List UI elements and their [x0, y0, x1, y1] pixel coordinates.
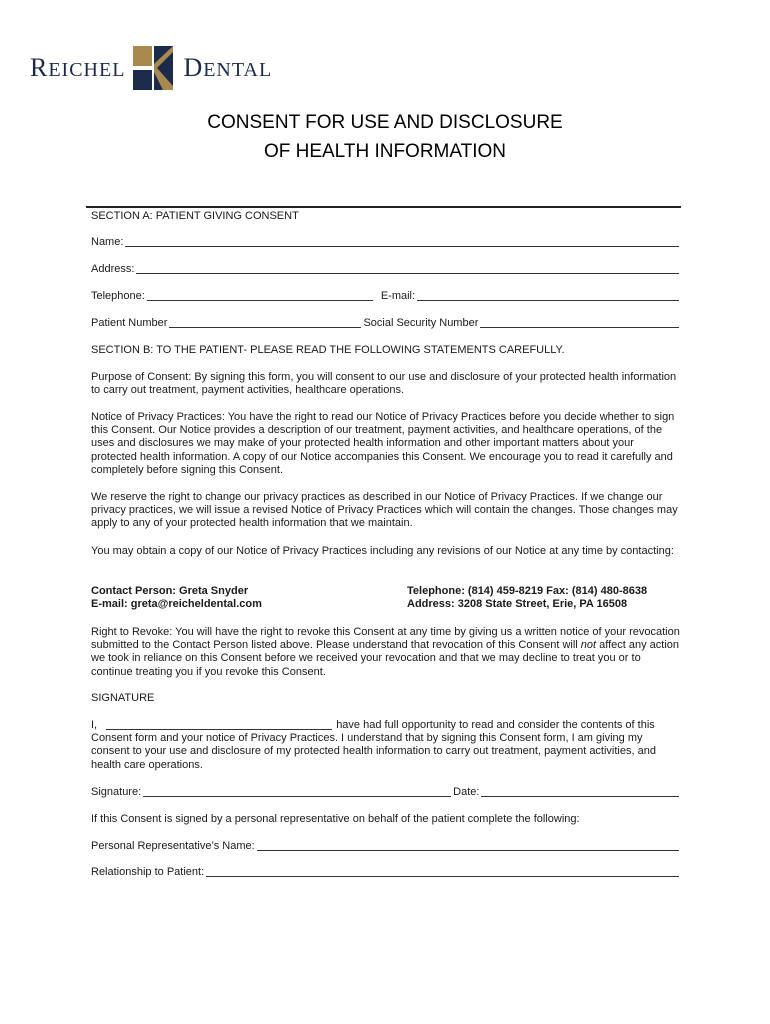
ssn-field[interactable]	[480, 317, 679, 328]
revoke-not: not	[580, 639, 597, 652]
patient-number-label: Patient Number	[91, 317, 168, 329]
signature-date-row	[91, 786, 681, 799]
name-label: Name:	[91, 236, 124, 248]
telephone-label: Telephone:	[91, 290, 145, 302]
signature-label: Signature:	[91, 786, 142, 798]
patient-number-field[interactable]	[169, 317, 361, 328]
signature-field[interactable]	[143, 786, 451, 797]
logo-mark-icon	[133, 46, 173, 90]
logo-word-right: DENTAL	[183, 53, 273, 82]
contact-person: Contact Person: Greta Snyder	[91, 585, 249, 597]
signature-heading: SIGNATURE	[91, 692, 155, 704]
representative-name-row	[91, 840, 681, 853]
relationship-row	[91, 866, 681, 879]
contact-block	[91, 585, 681, 611]
patient-number-row	[91, 317, 681, 330]
i-label: I,	[91, 719, 98, 731]
title-line-1: CONSENT FOR USE AND DISCLOSURE	[207, 112, 563, 133]
name-field[interactable]	[125, 236, 679, 247]
revoke-text-1: Right to Revoke: You will have the right to revoke this Consent at any time by giving us a written notice of your revocation submitted to the Contact Person listed above. Please understand that revocation of this Consent will	[91, 626, 680, 652]
telephone-field[interactable]	[147, 290, 373, 301]
acknowledgement-paragraph	[91, 719, 681, 772]
telephone-email-row	[91, 290, 681, 303]
address-label: Address:	[91, 263, 135, 275]
date-field[interactable]	[481, 786, 679, 797]
logo-word-left: REICHEL	[30, 53, 126, 82]
contact-right	[407, 585, 647, 611]
relationship-field[interactable]	[206, 866, 679, 877]
title-line-2: OF HEALTH INFORMATION	[263, 141, 507, 162]
address-row	[91, 263, 681, 276]
revoke-paragraph	[91, 626, 681, 679]
section-a-heading: SECTION A: PATIENT GIVING CONSENT	[91, 210, 299, 222]
document-title	[0, 108, 770, 166]
representative-name-label: Personal Representative’s Name:	[91, 840, 255, 852]
date-label: Date:	[453, 786, 480, 798]
representative-name-field[interactable]	[257, 840, 679, 851]
relationship-label: Relationship to Patient:	[91, 866, 205, 878]
purpose-paragraph: Purpose of Consent: By signing this form, you will consent to our use and disclosure of your protected health information to carry out treatment, payment activities, healthcare operations.	[91, 371, 677, 397]
revoke-text-2: affect any action we took in reliance on this Consent before we received your revocation and that we may decline to treat you or to continue treating you if you revoke this Consent.	[91, 639, 680, 678]
acknowledgement-text: have had full opportunity to read and consider the contents of this Consent form and your notice of Privacy Practices. I understand that by signing this Consent form, I am giving my consent to your use and disclosure of my protected health information to carry out treatment, payment activities, and health care operations.	[91, 719, 656, 771]
company-logo	[30, 46, 272, 90]
name-row	[91, 236, 681, 249]
contact-email[interactable]: E-mail: greta@reicheldental.com	[91, 598, 262, 611]
contact-address: Address: 3208 State Street, Erie, PA 16508	[407, 598, 628, 611]
email-label: E-mail:	[380, 290, 416, 302]
obtain-paragraph: You may obtain a copy of our Notice of Privacy Practices including any revisions of our Notice at any time by contacting:	[91, 545, 674, 557]
contact-phone: Telephone: (814) 459-8219 Fax: (814) 480-8638	[407, 585, 648, 597]
title-divider	[86, 206, 681, 208]
notice-paragraph: Notice of Privacy Practices: You have the right to read our Notice of Privacy Practices before you decide whether to sign this Consent. Our Notice provides a description of our treatment, payment activities, and healthcare operations, of the uses and disclosures we may make of your protected health information and other important matters about your protected health information. A copy of our Notice accompanies this Consent. We encourage you to read it carefully and completely before signing this Consent.	[91, 411, 675, 476]
contact-left	[91, 585, 407, 611]
email-field[interactable]	[417, 290, 679, 301]
section-b-heading: SECTION B: TO THE PATIENT- PLEASE READ THE FOLLOWING STATEMENTS CAREFULLY.	[91, 344, 565, 356]
ssn-label: Social Security Number	[363, 317, 479, 329]
representative-note: If this Consent is signed by a personal representative on behalf of the patient complete the following:	[91, 813, 580, 825]
reserve-paragraph: We reserve the right to change our privacy practices as described in our Notice of Privacy Practices. If we change our privacy practices, we will issue a revised Notice of Privacy Practices which will contain the changes. Those changes may apply to any of your protected health information that we maintain.	[91, 491, 678, 530]
address-field[interactable]	[136, 263, 679, 274]
patient-name-blank[interactable]	[106, 729, 332, 730]
